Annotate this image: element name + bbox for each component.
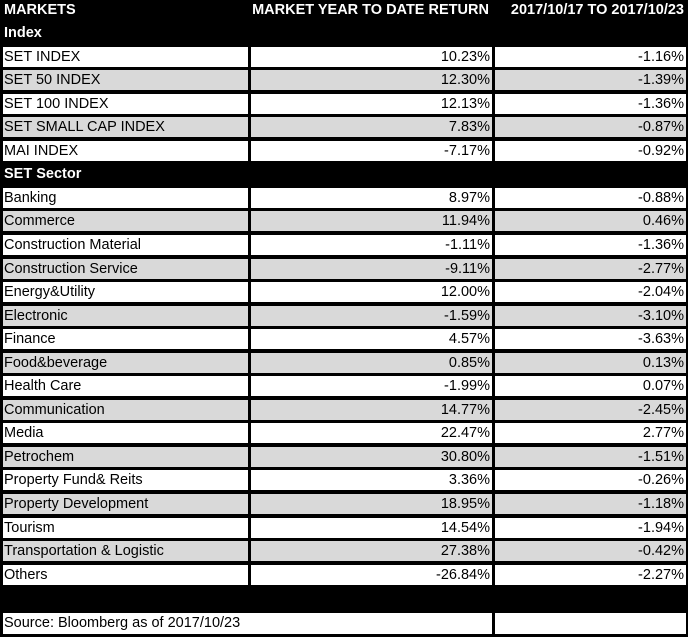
ytd-return-cell: -1.11% xyxy=(251,235,492,255)
market-name-cell: Tourism xyxy=(3,518,248,538)
week-return-cell: -0.88% xyxy=(495,188,686,208)
header-week-range: 2017/10/17 TO 2017/10/23 xyxy=(510,2,684,18)
header-ytd-return: MARKET YEAR TO DATE RETURN xyxy=(252,2,489,18)
week-return-cell: -1.51% xyxy=(495,447,686,467)
ytd-return-cell: -9.11% xyxy=(251,259,492,279)
market-name-cell: Banking xyxy=(3,188,248,208)
ytd-return-cell: 18.95% xyxy=(251,494,492,514)
week-return-cell: 0.13% xyxy=(495,353,686,373)
table-row xyxy=(0,376,688,396)
source-note: Source: Bloomberg as of 2017/10/23 xyxy=(3,613,492,634)
ytd-return-cell: 30.80% xyxy=(251,447,492,467)
week-return-cell: -0.92% xyxy=(495,141,686,161)
table-header xyxy=(0,0,688,20)
ytd-return-cell: 12.30% xyxy=(251,70,492,90)
source-row xyxy=(0,613,688,634)
table-row xyxy=(0,70,688,90)
market-name-cell: Construction Service xyxy=(3,259,248,279)
week-return-cell: -2.27% xyxy=(495,565,686,585)
table-row xyxy=(0,470,688,490)
ytd-return-cell: 22.47% xyxy=(251,423,492,443)
market-name-cell: Petrochem xyxy=(3,447,248,467)
section-header xyxy=(0,164,688,184)
ytd-return-cell: 14.77% xyxy=(251,400,492,420)
table-row xyxy=(0,447,688,467)
ytd-return-cell: 8.97% xyxy=(251,188,492,208)
market-name-cell: SET SMALL CAP INDEX xyxy=(3,117,248,137)
table-row xyxy=(0,494,688,514)
section-title: SET Sector xyxy=(4,166,82,182)
ytd-return-cell: 12.00% xyxy=(251,282,492,302)
week-return-cell: -0.42% xyxy=(495,541,686,561)
week-return-cell: -1.18% xyxy=(495,494,686,514)
table-row xyxy=(0,117,688,137)
table-row xyxy=(0,211,688,231)
table-row xyxy=(0,400,688,420)
week-return-cell: -0.26% xyxy=(495,470,686,490)
table-row xyxy=(0,282,688,302)
market-name-cell: SET 100 INDEX xyxy=(3,94,248,114)
week-return-cell: -3.10% xyxy=(495,306,686,326)
ytd-return-cell: -7.17% xyxy=(251,141,492,161)
ytd-return-cell: 27.38% xyxy=(251,541,492,561)
week-return-cell: -2.77% xyxy=(495,259,686,279)
market-name-cell: Others xyxy=(3,565,248,585)
table-row xyxy=(0,141,688,161)
market-name-cell: MAI INDEX xyxy=(3,141,248,161)
market-name-cell: Property Development xyxy=(3,494,248,514)
ytd-return-cell: -1.59% xyxy=(251,306,492,326)
week-return-cell: -1.36% xyxy=(495,235,686,255)
table-row xyxy=(0,259,688,279)
market-name-cell: Communication xyxy=(3,400,248,420)
table-row xyxy=(0,565,688,585)
week-return-cell: -3.63% xyxy=(495,329,686,349)
table-row xyxy=(0,329,688,349)
ytd-return-cell: 11.94% xyxy=(251,211,492,231)
ytd-return-cell: 12.13% xyxy=(251,94,492,114)
ytd-return-cell: 0.85% xyxy=(251,353,492,373)
table-row xyxy=(0,235,688,255)
table-row xyxy=(0,353,688,373)
source-empty-cell xyxy=(495,613,686,634)
market-name-cell: Finance xyxy=(3,329,248,349)
market-name-cell: Energy&Utility xyxy=(3,282,248,302)
week-return-cell: 2.77% xyxy=(495,423,686,443)
table-row xyxy=(0,518,688,538)
market-name-cell: Food&beverage xyxy=(3,353,248,373)
week-return-cell: -2.04% xyxy=(495,282,686,302)
section-title: Index xyxy=(4,25,42,41)
market-name-cell: Commerce xyxy=(3,211,248,231)
week-return-cell: -1.39% xyxy=(495,70,686,90)
table-row xyxy=(0,94,688,114)
market-name-cell: Property Fund& Reits xyxy=(3,470,248,490)
week-return-cell: 0.46% xyxy=(495,211,686,231)
market-name-cell: Transportation & Logistic xyxy=(3,541,248,561)
table-row xyxy=(0,306,688,326)
week-return-cell: -1.36% xyxy=(495,94,686,114)
market-name-cell: Health Care xyxy=(3,376,248,396)
ytd-return-cell: 10.23% xyxy=(251,47,492,67)
week-return-cell: 0.07% xyxy=(495,376,686,396)
table-row xyxy=(0,47,688,67)
ytd-return-cell: -1.99% xyxy=(251,376,492,396)
ytd-return-cell: -26.84% xyxy=(251,565,492,585)
header-markets: MARKETS xyxy=(4,2,76,18)
market-name-cell: Media xyxy=(3,423,248,443)
ytd-return-cell: 14.54% xyxy=(251,518,492,538)
market-name-cell: Construction Material xyxy=(3,235,248,255)
ytd-return-cell: 7.83% xyxy=(251,117,492,137)
ytd-return-cell: 4.57% xyxy=(251,329,492,349)
week-return-cell: -2.45% xyxy=(495,400,686,420)
market-name-cell: SET INDEX xyxy=(3,47,248,67)
week-return-cell: -0.87% xyxy=(495,117,686,137)
table-row xyxy=(0,423,688,443)
table-row xyxy=(0,188,688,208)
ytd-return-cell: 3.36% xyxy=(251,470,492,490)
section-header xyxy=(0,23,688,43)
week-return-cell: -1.16% xyxy=(495,47,686,67)
market-name-cell: SET 50 INDEX xyxy=(3,70,248,90)
table-row xyxy=(0,541,688,561)
week-return-cell: -1.94% xyxy=(495,518,686,538)
market-name-cell: Electronic xyxy=(3,306,248,326)
